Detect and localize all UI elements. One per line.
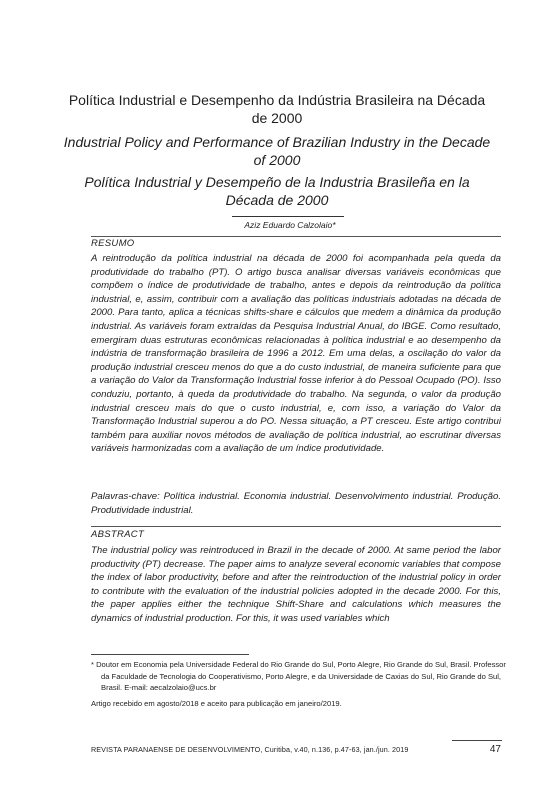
title-block <box>60 91 494 209</box>
abstract-label: ABSTRACT <box>91 529 145 540</box>
footer-rule <box>452 740 502 741</box>
resumo-text: A reintrodução da política industrial na década de 2000 foi acompanhada pela queda da produtividade do trabalho (PT). O artigo busca analisar diversas variáveis econômicas que compõem o índice de produtividade de trabalho, antes e depois da reintrodução da política industrial, e, assim, contribuir com a avaliação das políticas industriais adotadas na década de 2000. Para tanto, aplica a técnicas shifts-share e cálculos que medem a dinâmica da produção industrial. As variáveis foram extraídas da Pesquisa Industrial Anual, do IBGE. Como resultado, emergiram duas estruturas econômicas relacionadas à política industrial e ao desempenho da indústria de transformação brasileira de 1996 a 2012. Em uma delas, a oscilação do valor da produção industrial cresceu menos do que a do custo industrial, de maneira suficiente para que a variação do Valor da Transformação Industrial fosse inferior à do Pessoal Ocupado (PO). Isso conduziu, portanto, à queda da produtividade do trabalho. Na segunda, o valor da produção industrial cresceu mais do que o custo industrial, e, com isso, a variação do Valor da Transformação Industrial superou a do PO. Nessa situação, a PT cresceu. Este artigo contribui também para auxiliar novos métodos de avaliação de política industrial, ao escrutinar diversas variáveis harmonizadas com a avaliação de um índice produtividade. <box>91 253 501 455</box>
title-spanish: Política Industrial y Desempeño de la Industria Brasileña en la Década de 2000 <box>84 174 470 208</box>
resumo-label: RESUMO <box>91 238 135 249</box>
journal-citation: REVISTA PARANAENSE DE DESENVOLVIMENTO, Curitiba, v.40, n.136, p.47-63, jan./jun. 2019 <box>91 745 409 754</box>
resumo-keywords: Palavras-chave: Política industrial. Economia industrial. Desenvolvimento industrial. Produção. Produtividade industrial. <box>91 491 501 516</box>
title-portuguese: Política Industrial e Desempenho da Indústria Brasileira na Década de 2000 <box>68 92 486 126</box>
received-note: Artigo recebido em agosto/2018 e aceito para publicação em janeiro/2019. <box>91 699 342 708</box>
abstract-text: The industrial policy was reintroduced in Brazil in the decade of 2000. At same period the labor productivity (PT) decrease. The paper aims to analyze several economic variables that compose the index of labor productivity, before and after the reintroduction of the industrial policy in order to contribute with the evaluation of the industrial policies adopted in the decade 2000. For this, the paper applies either the technique Shift-Share and calculations which measures the dynamics of industrial production. For this, it was used variables which <box>91 545 501 624</box>
author-name: Aziz Eduardo Calzolaio* <box>244 220 336 230</box>
resumo-top-rule <box>91 236 501 237</box>
footnote-divider <box>91 654 249 655</box>
author-footnote: * Doutor em Economia pela Universidade Federal do Rio Grande do Sul, Porto Alegre, Rio Grande do Sul, Brasil. Professor da Faculdade de Tecnologia do Cooperativismo, Porto Alegre, e da Universidade de Caxias do Sul, Rio Grande do Sul, Brasil. E-mail: aecalzolaio@ucs.br <box>91 660 506 692</box>
author-divider <box>232 216 344 217</box>
page-number: 47 <box>489 744 501 755</box>
abstract-top-rule <box>91 526 501 527</box>
title-english: Industrial Policy and Performance of Brazilian Industry in the Decade of 2000 <box>63 134 491 168</box>
